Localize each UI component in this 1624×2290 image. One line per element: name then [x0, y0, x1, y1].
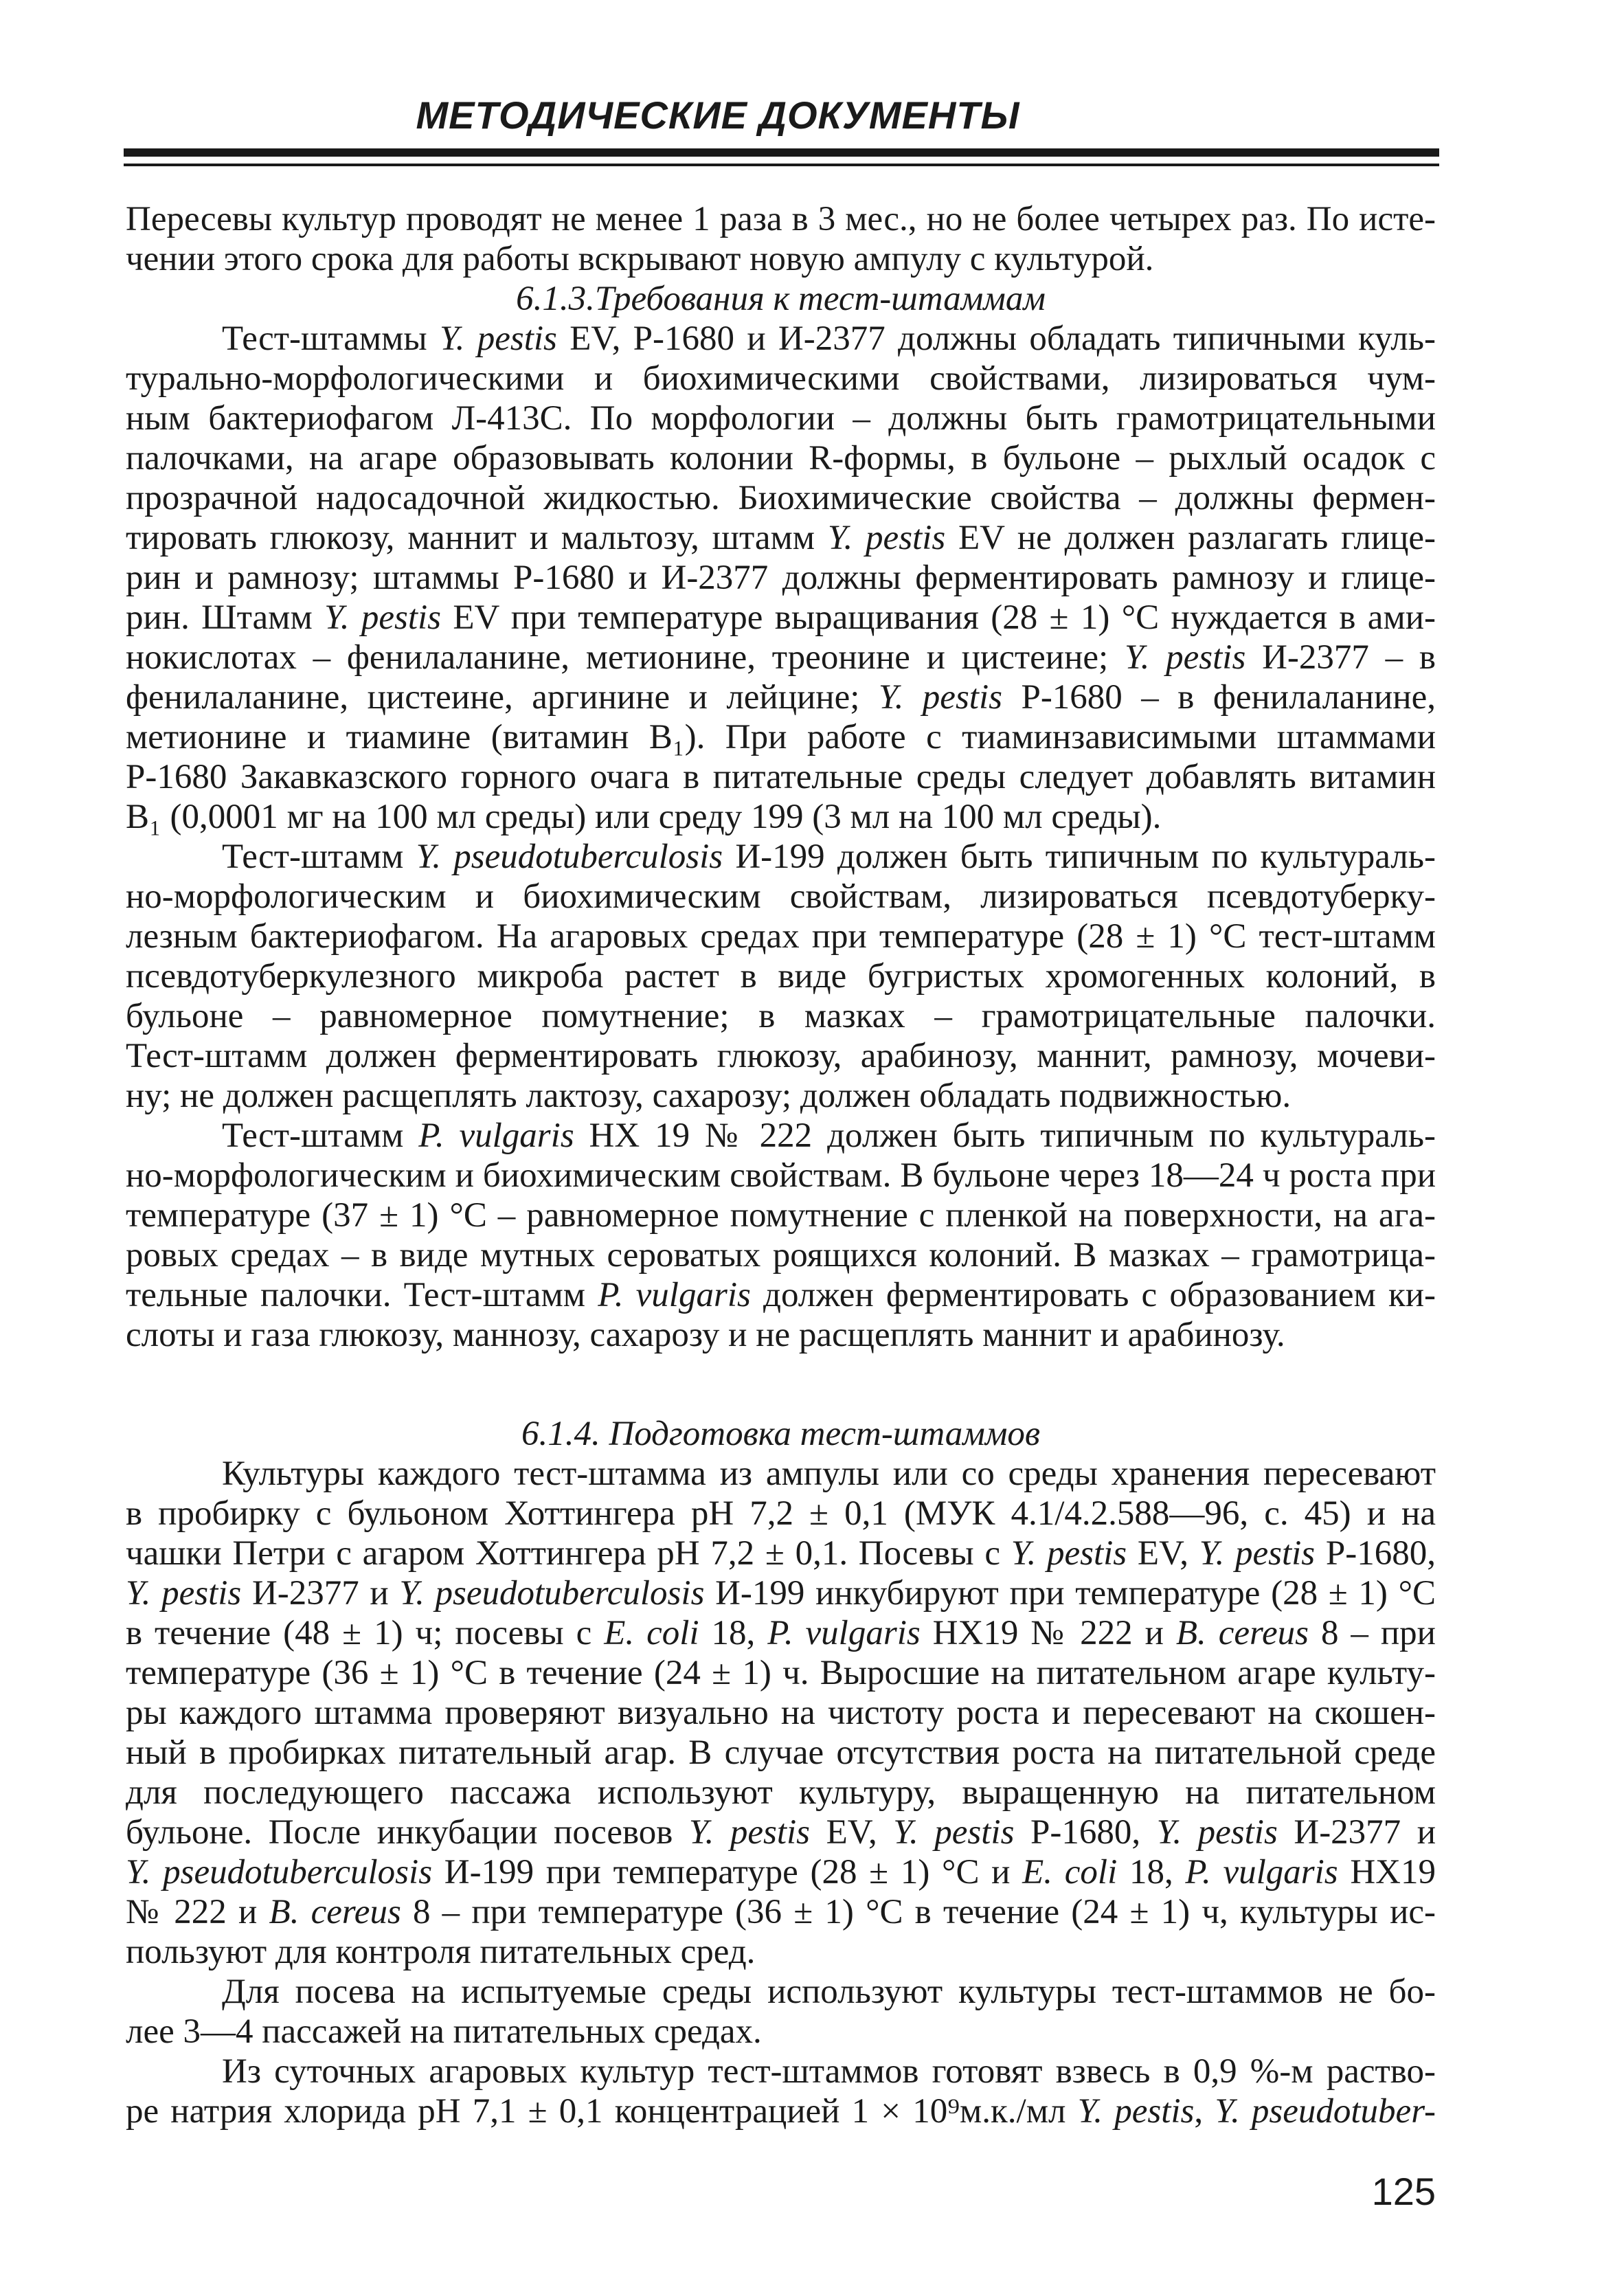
line-text: Тест-штамм должен ферментировать глюкозу, арабинозу, маннит, рамнозу, мочеви-: [126, 1037, 1436, 1075]
section-heading-6-1-3: [126, 279, 1436, 319]
species-name: Y. pestis: [827, 519, 946, 557]
species-name: Y. pestis: [439, 319, 557, 358]
text-line: [126, 1156, 1436, 1195]
species-name: Y. pestis: [893, 1813, 1015, 1852]
text-line: [126, 1534, 1436, 1573]
text-line: [126, 518, 1436, 558]
text-line: [126, 1454, 1436, 1494]
species-name: B. cereus: [269, 1893, 401, 1931]
line-text: 8 – при температуре (36 ± 1) °С в течение (24 ± 1) ч, культуры ис-: [401, 1893, 1436, 1931]
text-line: [126, 1235, 1436, 1275]
species-name: Y. pestis: [688, 1813, 811, 1852]
line-text: Р-1680 Закавказского горного очага в питательные среды следует добавлять витамин: [126, 758, 1436, 796]
species-name: E. coli: [1022, 1853, 1118, 1892]
text-line: [126, 1932, 1436, 1972]
species-name: Y. pestis: [1011, 1534, 1127, 1573]
line-text: ным бактериофагом Л-413С. По морфологии – должны быть грамотрицательными: [126, 399, 1436, 438]
line-text: EV при температуре выращивания (28 ± 1) °С нуждается в ами-: [441, 598, 1436, 637]
species-name: Y. pseudotuberculosis: [399, 1574, 705, 1613]
line-text: чении этого срока для работы вскрывают новую ампулу с культурой.: [126, 240, 1154, 278]
species-name: Y. pestis: [126, 1574, 242, 1613]
species-name: Y. pestis: [1077, 2092, 1195, 2131]
line-text: пользуют для контроля питательных сред.: [126, 1933, 756, 1971]
line-text: но-морфологическим и биохимическим свойствам, лизироваться псевдотуберку-: [126, 877, 1436, 916]
line-text: И-199 должен быть типичным по культураль-: [723, 838, 1436, 876]
running-header: МЕТОДИЧЕСКИЕ ДОКУМЕНТЫ: [416, 93, 1020, 137]
text-line: [126, 677, 1436, 717]
line-text: В₁ (0,0001 мг на 100 мл среды) или среду 199 (3 мл на 100 мл среды).: [126, 798, 1162, 836]
text-line: [126, 877, 1436, 917]
line-text: И-2377 и: [1277, 1813, 1436, 1852]
line-text: бульоне. После инкубации посевов: [126, 1813, 689, 1852]
text-line: [126, 2012, 1436, 2052]
text-line: [126, 1116, 1436, 1156]
species-name: P. vulgaris: [598, 1276, 751, 1314]
line-text: псевдотуберкулезного микроба растет в виде бугристых хромогенных колоний, в: [126, 957, 1436, 996]
line-text: бульоне – равномерное помутнение; в мазках – грамотрицательные палочки.: [126, 997, 1436, 1035]
line-text: чашки Петри с агаром Хоттингера рН 7,2 ± 0,1. Посевы с: [126, 1534, 1011, 1573]
species-name: Y. pestis: [1124, 638, 1246, 677]
line-text: И-2377 и: [241, 1574, 400, 1613]
line-text: EV не должен разлагать глице-: [945, 519, 1436, 557]
line-text: EV, Р-1680 и И-2377 должны обладать типичными куль-: [556, 319, 1436, 358]
text-line: [126, 1275, 1436, 1315]
header-rule-thin: [124, 164, 1439, 166]
line-text: EV,: [810, 1813, 894, 1852]
line-text: Тест-штаммы: [222, 319, 440, 358]
line-text: в течение (48 ± 1) ч; посевы с: [126, 1614, 605, 1652]
line-text: должен ферментировать с образованием ки-: [750, 1276, 1436, 1314]
line-text: Пересевы культур проводят не менее 1 раза в 3 мес., но не более четырех раз. По исте-: [126, 200, 1436, 238]
line-text: EV,: [1127, 1534, 1199, 1573]
line-text: Р-1680 – в фенилаланине,: [1002, 678, 1436, 717]
line-text: температуре (37 ± 1) °С – равномерное помутнение с пленкой на поверхности, на ага-: [126, 1196, 1436, 1235]
text-line: [126, 1812, 1436, 1852]
species-name: Y. pestis: [878, 678, 1002, 717]
line-text: 18,: [1117, 1853, 1186, 1892]
text-line: [126, 598, 1436, 638]
text-line: [126, 797, 1436, 837]
line-text: метионине и тиамине (витамин В₁). При работе с тиаминзависимыми штаммами: [126, 718, 1436, 756]
species-name: Y. pseudotuberculosis: [416, 838, 723, 876]
header-rule-thick: [124, 148, 1439, 157]
body-text-upper: [126, 199, 1436, 1355]
line-text: нокислотах – фенилаланине, метионине, треонине и цистеине;: [126, 638, 1125, 677]
line-text: палочками, на агаре образовывать колонии R-формы, в бульоне – рыхлый осадок с: [126, 439, 1436, 478]
species-name: P. vulgaris: [767, 1614, 921, 1652]
text-line: [126, 1315, 1436, 1355]
text-line: [126, 1693, 1436, 1733]
line-text: И-199 при температуре (28 ± 1) °С и: [432, 1853, 1023, 1892]
text-line: [126, 2052, 1436, 2091]
line-text: температуре (36 ± 1) °С в течение (24 ± 1) ч. Выросшие на питательном агаре культу-: [126, 1654, 1436, 1692]
text-line: [126, 239, 1436, 279]
text-line: [126, 1972, 1436, 2012]
line-text: лее 3—4 пассажей на питательных средах.: [126, 2012, 762, 2051]
line-text: 6.1.3.Требования к тест-штаммам: [516, 280, 1046, 318]
text-line: [126, 1036, 1436, 1076]
text-line: [126, 558, 1436, 598]
line-text: Р-1680,: [1014, 1813, 1157, 1852]
line-text: ный в пробирках питательный агар. В случае отсутствия роста на питательной среде: [126, 1733, 1436, 1772]
text-line: [126, 1195, 1436, 1235]
body-text-lower: [126, 1414, 1436, 2131]
line-text: Тест-штамм: [222, 1116, 419, 1155]
text-line: [126, 1733, 1436, 1773]
line-text: Р-1680,: [1315, 1534, 1436, 1573]
species-name: Y. pseudotuberculosis: [126, 1853, 433, 1892]
species-name: Y. pestis: [1199, 1534, 1316, 1573]
text-line: [126, 956, 1436, 996]
text-line: [126, 917, 1436, 956]
line-text: слоты и газа глюкозу, маннозу, сахарозу и не расщеплять маннит и арабинозу.: [126, 1316, 1285, 1354]
line-text: HX19: [1338, 1853, 1436, 1892]
species-name: B. cereus: [1175, 1614, 1309, 1652]
line-text: HX19 № 222 и: [920, 1614, 1176, 1652]
line-text: И-199 инкубируют при температуре (28 ± 1) °С: [704, 1574, 1436, 1613]
line-text: 18,: [699, 1614, 768, 1652]
text-line: [126, 359, 1436, 398]
text-line: [126, 478, 1436, 518]
line-text: в пробирку с бульоном Хоттингера рН 7,2 ± 0,1 (МУК 4.1/4.2.588—96, с. 45) и на: [126, 1494, 1436, 1533]
text-line: [126, 717, 1436, 757]
line-text: тировать глюкозу, маннит и мальтозу, штамм: [126, 519, 828, 557]
text-line: [126, 757, 1436, 797]
text-line: [126, 2091, 1436, 2131]
species-name: P. vulgaris: [1185, 1853, 1338, 1892]
line-text: HX 19 № 222 должен быть типичным по культураль-: [574, 1116, 1436, 1155]
text-line: [126, 996, 1436, 1036]
species-name: Y. pestis: [324, 598, 442, 637]
text-line: [126, 1852, 1436, 1892]
line-text: рин и рамнозу; штаммы Р-1680 и И-2377 должны ферментировать рамнозу и глице-: [126, 559, 1436, 597]
line-text: ,: [1194, 2092, 1215, 2131]
species-name: Y. pestis: [1156, 1813, 1278, 1852]
line-text: прозрачной надосадочной жидкостью. Биохимические свойства – должны фермен-: [126, 479, 1436, 517]
line-text: турально-морфологическими и биохимическими свойствами, лизироваться чум-: [126, 359, 1436, 398]
text-line: [126, 1613, 1436, 1653]
line-text: ры каждого штамма проверяют визуально на чистоту роста и пересевают на скошен-: [126, 1694, 1436, 1732]
section-heading-6-1-4: [126, 1414, 1436, 1454]
line-text: Культуры каждого тест-штамма из ампулы или со среды хранения пересевают: [222, 1455, 1436, 1493]
line-text: 6.1.4. Подготовка тест-штаммов: [521, 1415, 1041, 1453]
line-text: Из суточных агаровых культур тест-штаммов готовят взвесь в 0,9 %-м раство-: [222, 2052, 1436, 2091]
line-text: ну; не должен расщеплять лактозу, сахарозу; должен обладать подвижностью.: [126, 1077, 1292, 1115]
line-text: ре натрия хлорида рН 7,1 ± 0,1 концентрацией 1 × 10⁹м.к./мл: [126, 2092, 1078, 2131]
line-text: Тест-штамм: [222, 838, 416, 876]
line-text: рин. Штамм: [126, 598, 325, 637]
line-text: лезным бактериофагом. На агаровых средах при температуре (28 ± 1) °С тест-штамм: [126, 917, 1436, 956]
species-name: Y. pseudotuber-: [1215, 2092, 1436, 2131]
line-text: для последующего пассажа используют культуру, выращенную на питательном: [126, 1773, 1436, 1812]
line-text: тельные палочки. Тест-штамм: [126, 1276, 598, 1314]
line-text: но-морфологическим и биохимическим свойствам. В бульоне через 18—24 ч роста при: [126, 1156, 1436, 1195]
page-number: 125: [1371, 2170, 1436, 2213]
text-line: [126, 1653, 1436, 1693]
line-text: И-2377 – в: [1245, 638, 1436, 677]
text-line: [126, 199, 1436, 239]
text-line: [126, 1892, 1436, 1932]
text-line: [126, 1773, 1436, 1812]
line-text: фенилаланине, цистеине, аргинине и лейцине;: [126, 678, 879, 717]
text-line: [126, 438, 1436, 478]
text-line: [126, 837, 1436, 877]
line-text: 8 – при: [1308, 1614, 1436, 1652]
line-text: Для посева на испытуемые среды используют культуры тест-штаммов не бо-: [222, 1973, 1436, 2011]
line-text: № 222 и: [126, 1893, 269, 1931]
text-line: [126, 319, 1436, 359]
text-line: [126, 398, 1436, 438]
species-name: P. vulgaris: [418, 1116, 574, 1155]
text-line: [126, 1494, 1436, 1534]
species-name: E. coli: [604, 1614, 699, 1652]
text-line: [126, 638, 1436, 677]
line-text: ровых средах – в виде мутных сероватых роящихся колоний. В мазках – грамотрица-: [126, 1236, 1436, 1275]
text-line: [126, 1076, 1436, 1116]
text-line: [126, 1573, 1436, 1613]
